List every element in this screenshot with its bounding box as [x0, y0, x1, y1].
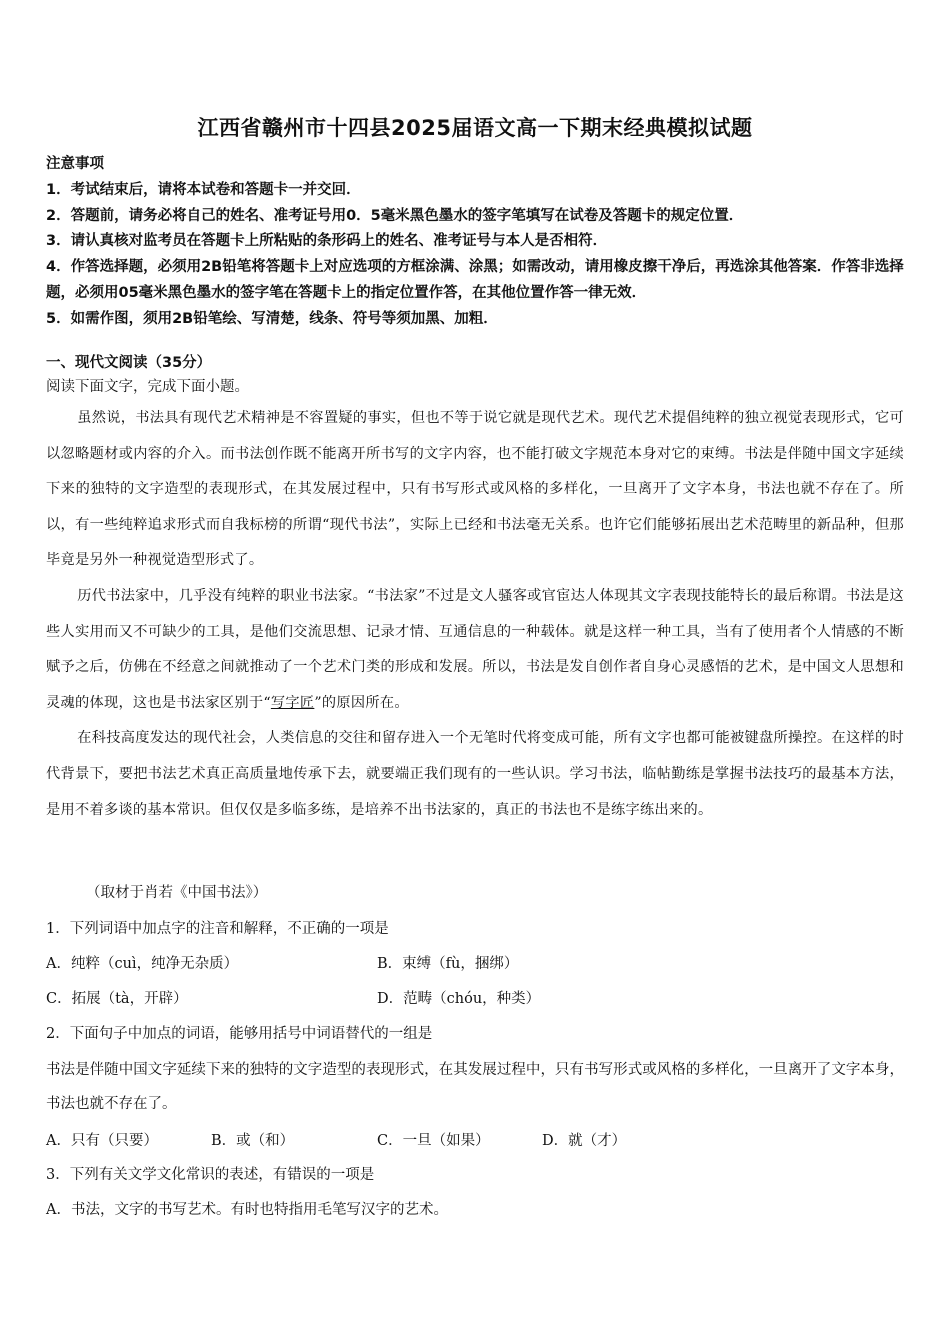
page-title: 江西省赣州市十四县2025届语文高一下期末经典模拟试题 — [197, 116, 753, 140]
question-1-option-c[interactable]: C．拓展（tà，开辟） — [46, 991, 188, 1007]
notice-heading: 注意事项 — [46, 156, 104, 172]
passage-paragraph-2-text-a: 历代书法家中，几乎没有纯粹的职业书法家。“书法家”不过是文人骚客或官宦达人体现其文字表现技能特长的最后称谓。书法是这些人实用而又不可缺少的工具，是他们交流思想、记录才情、互通信息的一种载体。就是这样一种工具，当有了使用者个人情感的不断赋予之后，仿佛在不经意之间就推动了一个艺术门类的形成和发展。所以，书法是发自创作者自身心灵感悟的艺术，是中国文人思想和灵魂的体现，这也是书法家区别于“ — [46, 587, 904, 711]
notice-item: 3．请认真核对监考员在答题卡上所粘贴的条形码上的姓名、准考证号与本人是否相符． — [46, 233, 608, 250]
question-2-stem: 2．下面句子中加点的词语，能够用括号中词语替代的一组是 — [46, 1026, 433, 1042]
question-2-option-a[interactable]: A．只有（只要） — [46, 1133, 158, 1149]
question-1-option-a[interactable]: A．纯粹（cuì，纯净无杂质） — [46, 956, 239, 972]
passage-paragraph-3: 在科技高度发达的现代社会，人类信息的交往和留存进入一个无笔时代将变成可能，所有文字也都可能被键盘所操控。在这样的时代背景下，要把书法艺术真正高质量地传承下去，就要端正我们现有的一些认识。学习书法，临帖勤练是掌握书法技巧的最基本方法，是用不着多谈的基本常识。但仅仅是多临多练，是培养不出书法家的，真正的书法也不是练字练出来的。 — [46, 730, 904, 818]
question-1-option-d[interactable]: D．范畴（chóu，种类） — [377, 991, 541, 1007]
question-1-stem: 1．下列词语中加点字的注音和解释，不正确的一项是 — [46, 921, 389, 937]
question-2-option-c[interactable]: C．一旦（如果） — [377, 1133, 490, 1149]
question-3-stem: 3．下列有关文学文化常识的表述，有错误的一项是 — [46, 1167, 375, 1183]
reading-instruction: 阅读下面文字，完成下面小题。 — [46, 379, 249, 395]
question-2-option-b[interactable]: B．或（和） — [211, 1133, 295, 1149]
notice-item: 2．答题前，请务必将自己的姓名、准考证号用0．5毫米黑色墨水的签字笔填写在试卷及答题卡的规定位置． — [46, 207, 744, 224]
question-2-option-d[interactable]: D．就（才） — [542, 1133, 627, 1149]
notice-item: 4．作答选择题，必须用2B铅笔将答题卡上对应选项的方框涂满、涂黑；如需改动，请用橡皮擦干净后，再选涂其他答案．作答非选择题，必须用05毫米黑色墨水的签字笔在答题卡上的指定位置作答，在其他位置作答一律无效． — [46, 259, 904, 301]
passage-paragraph-1: 虽然说，书法具有现代艺术精神是不容置疑的事实，但也不等于说它就是现代艺术。现代艺术提倡纯粹的独立视觉表现形式，它可以忽略题材或内容的介入。而书法创作既不能离开所书写的文字内容，也不能打破文字规范本身对它的束缚。书法是伴随中国文字延续下来的独特的文字造型的表现形式，在其发展过程中，只有书写形式或风格的多样化，一旦离开了文字本身，书法也就不存在了。所以，有一些纯粹追求形式而自我标榜的所谓“现代书法”，实际上已经和书法毫无关系。也许它们能够拓展出艺术范畴里的新品种，但那毕竟是另外一种视觉造型形式了。 — [46, 410, 904, 569]
reading-passage — [46, 401, 904, 828]
question-1-option-b[interactable]: B．束缚（fù，捆绑） — [377, 956, 519, 972]
passage-paragraph-2-text-b: ”的原因所在。 — [314, 694, 409, 711]
notice-block — [46, 152, 906, 333]
notice-item: 1．考试结束后，请将本试卷和答题卡一并交回． — [46, 181, 361, 198]
underlined-term: 写字匠 — [270, 694, 315, 711]
question-2-sentence: 书法是伴随中国文字延续下来的独特的文字造型的表现形式，在其发展过程中，只有书写形式或风格的多样化，一旦离开了文字本身，书法也就不存在了。 — [46, 1062, 904, 1112]
passage-source: （取材于肖若《中国书法》） — [86, 885, 268, 901]
question-3-option-a[interactable]: A．书法，文字的书写艺术。有时也特指用毛笔写汉字的艺术。 — [46, 1202, 448, 1218]
notice-item: 5．如需作图，须用2B铅笔绘、写清楚，线条、符号等须加黑、加粗． — [46, 310, 498, 327]
passage-paragraph-2 — [46, 579, 904, 721]
section-heading: 一、现代文阅读（35分） — [46, 355, 212, 371]
